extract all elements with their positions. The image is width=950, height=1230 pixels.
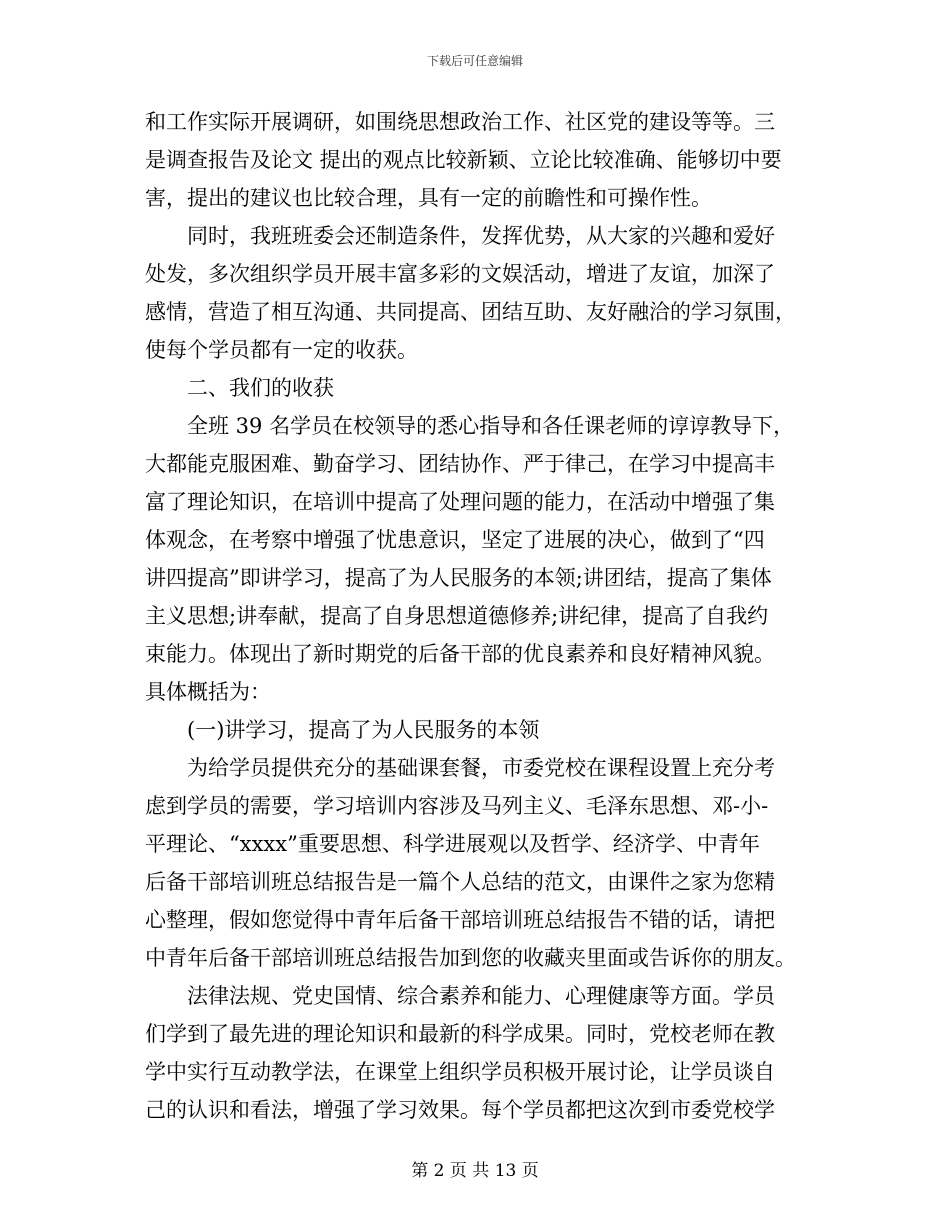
text-line: 们学到了最先进的理论知识和最新的科学成果。同时，党校老师在教: [145, 1022, 775, 1046]
text-line: 具体概括为：: [145, 680, 271, 704]
text-line: 平理论、“xxxx”重要思想、科学进展观以及哲学、经济学、中青年: [145, 832, 760, 856]
page-header: 下载后可任意编辑: [426, 54, 523, 68]
text-line: 同时，我班班委会还制造条件，发挥优势，从大家的兴趣和爱好: [187, 224, 775, 248]
text-line: 全班 39 名学员在校领导的悉心指导和各任课老师的谆谆教导下，: [187, 414, 795, 438]
text-line: 处发，多次组织学员开展丰富多彩的文娱活动，增进了友谊，加深了: [145, 262, 775, 286]
text-line: (一)讲学习，提高了为人民服务的本领: [187, 718, 540, 742]
text-line: 后备干部培训班总结报告是一篇个人总结的范文，由课件之家为您精: [145, 870, 775, 894]
text-line: 体观念，在考察中增强了忧患意识，坚定了进展的决心，做到了“四: [145, 528, 765, 552]
text-line: 是调查报告及论文 提出的观点比较新颖、立论比较准确、能够切中要: [145, 148, 782, 172]
text-line: 为给学员提供充分的基础课套餐，市委党校在课程设置上充分考: [187, 756, 775, 780]
text-line: 讲四提高”即讲学习，提高了为人民服务的本领;讲团结，提高了集体: [145, 566, 772, 590]
document-body: [145, 103, 810, 1129]
text-line: 中青年后备干部培训班总结报告加到您的收藏夹里面或告诉你的朋友。: [145, 946, 796, 970]
text-line: 法律法规、党史国情、综合素养和能力、心理健康等方面。学员: [187, 984, 775, 1008]
text-line: 虑到学员的需要，学习培训内容涉及马列主义、毛泽东思想、邓-小-: [145, 794, 769, 818]
text-line: 使每个学员都有一定的收获。: [145, 338, 418, 362]
text-line: 大都能克服困难、勤奋学习、团结协作、严于律己，在学习中提高丰: [145, 452, 775, 476]
text-line: 和工作实际开展调研，如围绕思想政治工作、社区党的建设等等。三: [145, 110, 775, 134]
text-line: 学中实行互动教学法，在课堂上组织学员积极开展讨论，让学员谈自: [145, 1060, 775, 1084]
text-line: 富了理论知识，在培训中提高了处理问题的能力，在活动中增强了集: [145, 490, 775, 514]
text-line: 二、我们的收获: [187, 376, 334, 400]
text-line: 束能力。体现出了新时期党的后备干部的优良素养和良好精神风貌。: [145, 642, 775, 666]
text-line: 主义思想;讲奉献，提高了自身思想道德修养;讲纪律，提高了自我约: [145, 604, 769, 628]
text-line: 心整理，假如您觉得中青年后备干部培训班总结报告不错的话，请把: [145, 908, 775, 932]
text-line: 感情，营造了相互沟通、共同提高、团结互助、友好融洽的学习氛围，: [145, 300, 796, 324]
page-number: 第 2 页 共 13 页: [411, 1161, 539, 1181]
text-line: 己的认识和看法，增强了学习效果。每个学员都把这次到市委党校学: [145, 1098, 775, 1122]
text-line: 害，提出的建议也比较合理，具有一定的前瞻性和可操作性。: [145, 186, 712, 210]
